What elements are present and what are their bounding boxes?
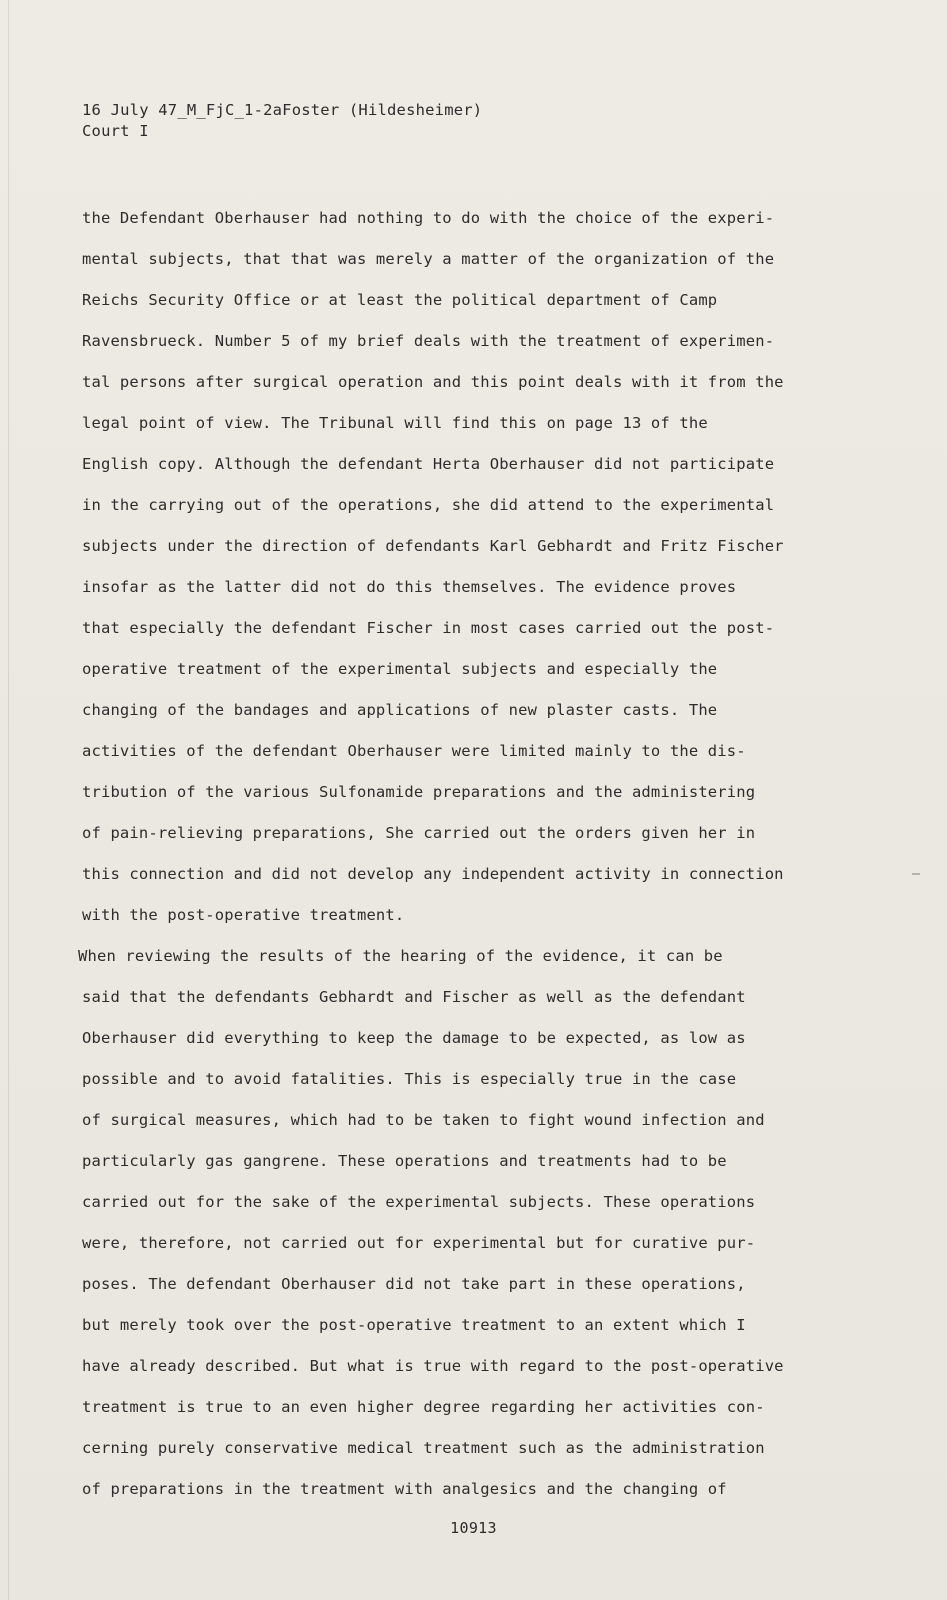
- text-line: tal persons after surgical operation and this point deals with it from the: [82, 373, 784, 391]
- text-line: English copy. Although the defendant Herta Oberhauser did not participate: [82, 455, 775, 473]
- text-line: in the carrying out of the operations, she did attend to the experimental: [82, 496, 775, 514]
- text-line: changing of the bandages and applications of new plaster casts. The: [82, 701, 718, 719]
- text-line: of surgical measures, which had to be taken to fight wound infection and: [82, 1111, 765, 1129]
- text-line: have already described. But what is true with regard to the post-operative: [82, 1357, 784, 1375]
- text-line: activities of the defendant Oberhauser were limited mainly to the dis-: [82, 742, 746, 760]
- text-line: poses. The defendant Oberhauser did not take part in these operations,: [82, 1275, 746, 1293]
- text-line: but merely took over the post-operative treatment to an extent which I: [82, 1316, 746, 1334]
- page-number: 10913: [450, 1519, 497, 1537]
- paper-crease: [8, 0, 9, 1600]
- body-text: [78, 198, 898, 1510]
- text-line: were, therefore, not carried out for experimental but for curative pur-: [82, 1234, 756, 1252]
- text-line: with the post-operative treatment.: [82, 906, 405, 924]
- text-line: this connection and did not develop any independent activity in connection: [82, 865, 784, 883]
- text-line: of pain-relieving preparations, She carried out the orders given her in: [82, 824, 756, 842]
- text-line: tribution of the various Sulfonamide preparations and the administering: [82, 783, 756, 801]
- text-line: subjects under the direction of defendants Karl Gebhardt and Fritz Fischer: [82, 537, 784, 555]
- text-line: legal point of view. The Tribunal will find this on page 13 of the: [82, 414, 708, 432]
- text-line: treatment is true to an even higher degree regarding her activities con-: [82, 1398, 765, 1416]
- text-line: of preparations in the treatment with analgesics and the changing of: [82, 1480, 727, 1498]
- header-session-line: 16 July 47_M_FjC_1-2aFoster (Hildesheimer): [82, 101, 483, 119]
- text-line: particularly gas gangrene. These operations and treatments had to be: [82, 1152, 727, 1170]
- header-court-line: Court I: [82, 122, 149, 140]
- document-header: [82, 100, 482, 142]
- text-line: that especially the defendant Fischer in most cases carried out the post-: [82, 619, 775, 637]
- text-line: carried out for the sake of the experimental subjects. These operations: [82, 1193, 756, 1211]
- margin-mark: [912, 873, 920, 875]
- text-line: mental subjects, that that was merely a matter of the organization of the: [82, 250, 775, 268]
- text-line: cerning purely conservative medical treatment such as the administration: [82, 1439, 765, 1457]
- text-line: operative treatment of the experimental subjects and especially the: [82, 660, 718, 678]
- text-line: said that the defendants Gebhardt and Fischer as well as the defendant: [82, 988, 746, 1006]
- text-line: the Defendant Oberhauser had nothing to do with the choice of the experi-: [82, 209, 775, 227]
- text-line: insofar as the latter did not do this themselves. The evidence proves: [82, 578, 737, 596]
- text-line: Ravensbrueck. Number 5 of my brief deals with the treatment of experimen-: [82, 332, 775, 350]
- text-line: Oberhauser did everything to keep the damage to be expected, as low as: [82, 1029, 746, 1047]
- text-line: Reichs Security Office or at least the political department of Camp: [82, 291, 718, 309]
- text-line: possible and to avoid fatalities. This is especially true in the case: [82, 1070, 737, 1088]
- text-line: When reviewing the results of the hearing of the evidence, it can be: [78, 947, 723, 965]
